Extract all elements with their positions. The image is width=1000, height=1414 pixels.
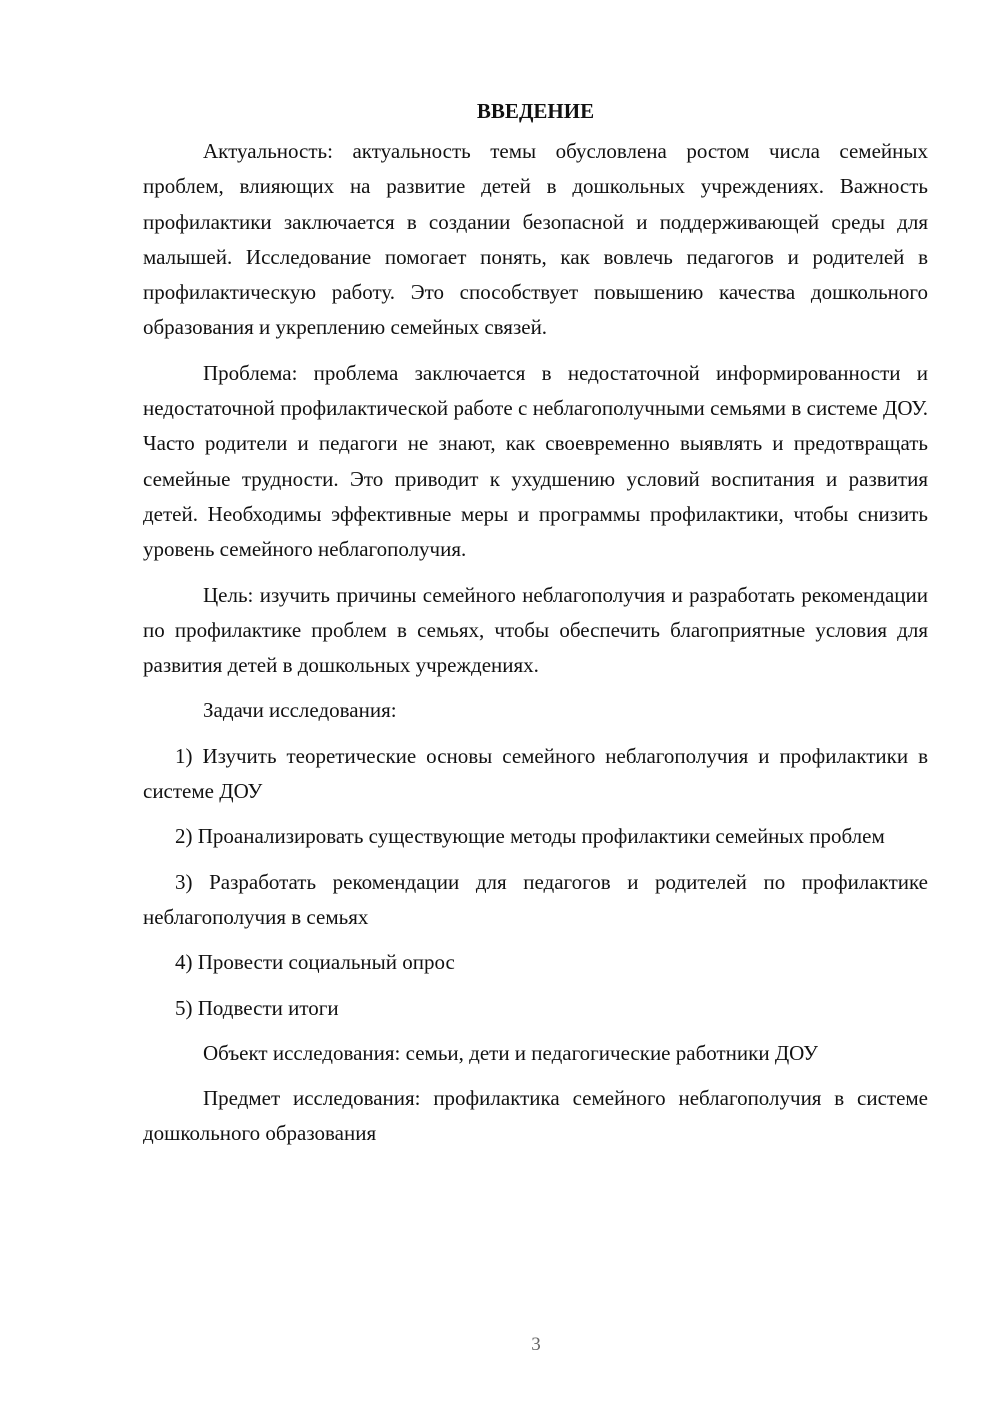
page-number: 3 bbox=[531, 1334, 541, 1355]
task-item-5: 5) Подвести итоги bbox=[175, 995, 339, 1020]
problem-paragraph: Проблема: проблема заключается в недостаточной информированности и недостаточной профилактической работе с неблагополучными семьями в системе ДОУ. Часто родители и педагоги не знают, как своевременно выявлять и предотвращать семейные трудности. Это приводит к ухудшению условий воспитания и развития детей. Необходимы эффективные меры и программы профилактики, чтобы снизить уровень семейного неблагополучия. bbox=[143, 360, 928, 562]
document-page bbox=[143, 92, 928, 1162]
relevance-paragraph: Актуальность: актуальность темы обусловлена ростом числа семейных проблем, влияющих на развитие детей в дошкольных учреждениях. Важность профилактики заключается в создании безопасной и поддерживающей среды для малышей. Исследование помогает понять, как вовлечь педагогов и родителей в профилактическую работу. Это способствует повышению качества дошкольного образования и укреплению семейных связей. bbox=[143, 139, 928, 340]
object-paragraph: Объект исследования: семьи, дети и педагогические работники ДОУ bbox=[203, 1040, 819, 1065]
tasks-heading: Задачи исследования: bbox=[203, 698, 397, 723]
task-item-2: 2) Проанализировать существующие методы профилактики семейных проблем bbox=[175, 824, 885, 849]
goal-paragraph: Цель: изучить причины семейного неблагополучия и разработать рекомендации по профилактике проблем в семьях, чтобы обеспечить благоприятные условия для развития детей в дошкольных учреждениях. bbox=[143, 582, 928, 678]
subject-paragraph: Предмет исследования: профилактика семейного неблагополучия в системе дошкольного образования bbox=[143, 1086, 928, 1146]
task-item-4: 4) Провести социальный опрос bbox=[175, 950, 455, 975]
section-title: ВВЕДЕНИЕ bbox=[476, 99, 595, 123]
task-item-1: 1) Изучить теоретические основы семейного неблагополучия и профилактики в системе ДОУ bbox=[143, 743, 928, 804]
task-item-3: 3) Разработать рекомендации для педагогов и родителей по профилактике неблагополучия в семьях bbox=[143, 869, 928, 929]
